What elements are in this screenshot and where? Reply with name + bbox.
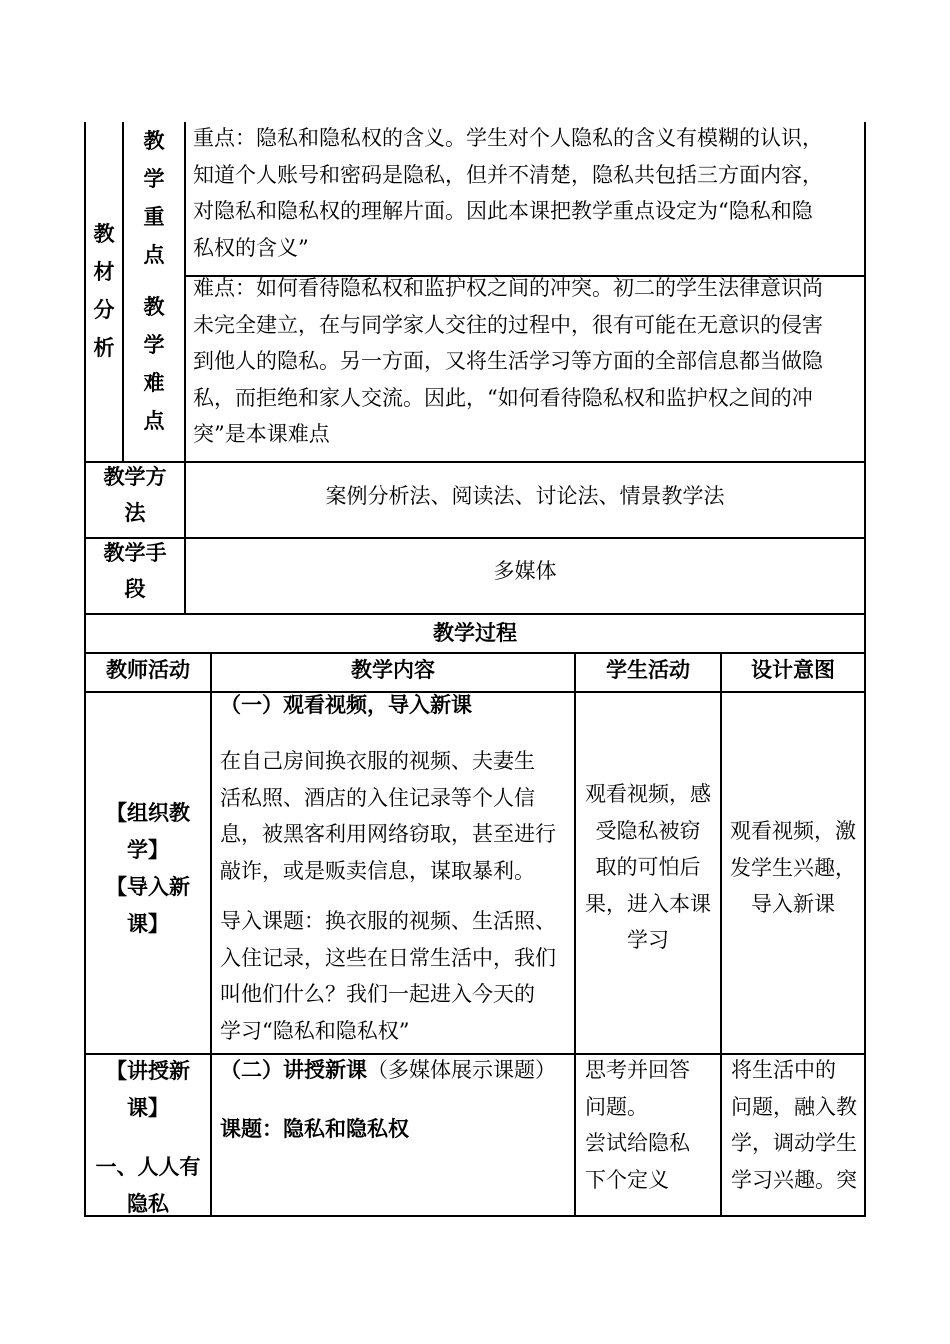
row2-teacher-activity: 【讲授新 课】 — [106, 1058, 190, 1120]
row2-content-subtitle: 课题：隐私和隐私权 — [220, 1116, 409, 1141]
table-border — [84, 537, 866, 539]
table-border — [84, 461, 866, 463]
table-border — [122, 122, 124, 462]
teaching-method-value: 案例分析法、阅读法、讨论法、情景教学法 — [325, 484, 725, 508]
row1-design-intent: 观看视频，激 发学生兴趣， 导入新课 — [730, 819, 856, 916]
row2-content-title — [220, 1051, 556, 1089]
header-student-activity: 学生活动 — [606, 657, 690, 682]
header-design-intent: 设计意图 — [751, 657, 835, 682]
row2-design-intent: 将生活中的 问题，融入教 学，调动学生 学习兴趣。突 — [731, 1058, 857, 1192]
row2-content-title-rest: （多媒体展示课题） — [367, 1058, 556, 1082]
table-border — [184, 122, 186, 614]
process-title: 教学过程 — [433, 620, 517, 645]
header-teaching-content: 教学内容 — [351, 657, 435, 682]
teaching-means-label-line2: 段 — [124, 576, 146, 601]
teaching-focus-text: 重点：隐私和隐私权的含义。学生对个人隐私的含义有模糊的认识， 知道个人账号和密码是隐私，但并不清楚，隐私共包括三方面内容， 对隐私和隐私权的理解片面。因此本课把教学重点设定为“隐私和隐 私权的含义” — [193, 126, 823, 260]
teaching-method-label-line2: 法 — [124, 500, 146, 525]
table-border — [210, 652, 212, 1217]
row1-student-activity: 观看视频，感 受隐私被窃 取的可怕后 果，进入本课 学习 — [585, 782, 711, 952]
teaching-means-value: 多媒体 — [493, 559, 557, 583]
teaching-method-label-line1: 教学方 — [103, 464, 167, 489]
header-teacher-activity: 教师活动 — [106, 657, 190, 682]
row2-student-activity: 思考并回答 问题。 尝试给隐私 下个定义 — [585, 1058, 690, 1192]
table-border — [720, 652, 722, 1217]
table-border — [84, 691, 866, 693]
row2-section-heading: 一、人人有 隐私 — [95, 1154, 201, 1216]
teaching-means-label-line1: 教学手 — [103, 540, 167, 565]
material-analysis-label: 教 材 分 析 — [93, 221, 115, 360]
teaching-difficulty-label: 教 学 难 点 — [143, 294, 165, 433]
row2-content-title-bold: （二）讲授新课 — [220, 1057, 367, 1082]
row1-content-paragraph-1: 在自己房间换衣服的视频、夫妻生 活私照、酒店的入住记录等个人信 息，被黑客利用网络窃取，甚至进行 敲诈，或是贩卖信息，谋取暴利。 — [220, 749, 556, 883]
row1-teacher-activity: 【组织教 学】 【导入新 课】 — [106, 800, 190, 936]
row1-content-paragraph-2: 导入课题：换衣服的视频、生活照、 入住记录，这些在日常生活中，我们 叫他们什么？我们一起进入今天的 学习“隐私和隐私权” — [220, 909, 556, 1043]
teaching-focus-label: 教 学 重 点 — [143, 128, 165, 267]
teaching-difficulty-text: 难点：如何看待隐私权和监护权之间的冲突。初二的学生法律意识尚 未完全建立，在与同学家人交往的过程中，很有可能在无意识的侵害 到他人的隐私。另一方面，又将生活学习等方面的全部信息都当做隐 私，而拒绝和家人交流。因此，“如何看待隐私权和监护权之间的冲 突”是本课难点 — [193, 276, 823, 446]
row1-content-title: （一）观看视频，导入新课 — [220, 692, 472, 717]
